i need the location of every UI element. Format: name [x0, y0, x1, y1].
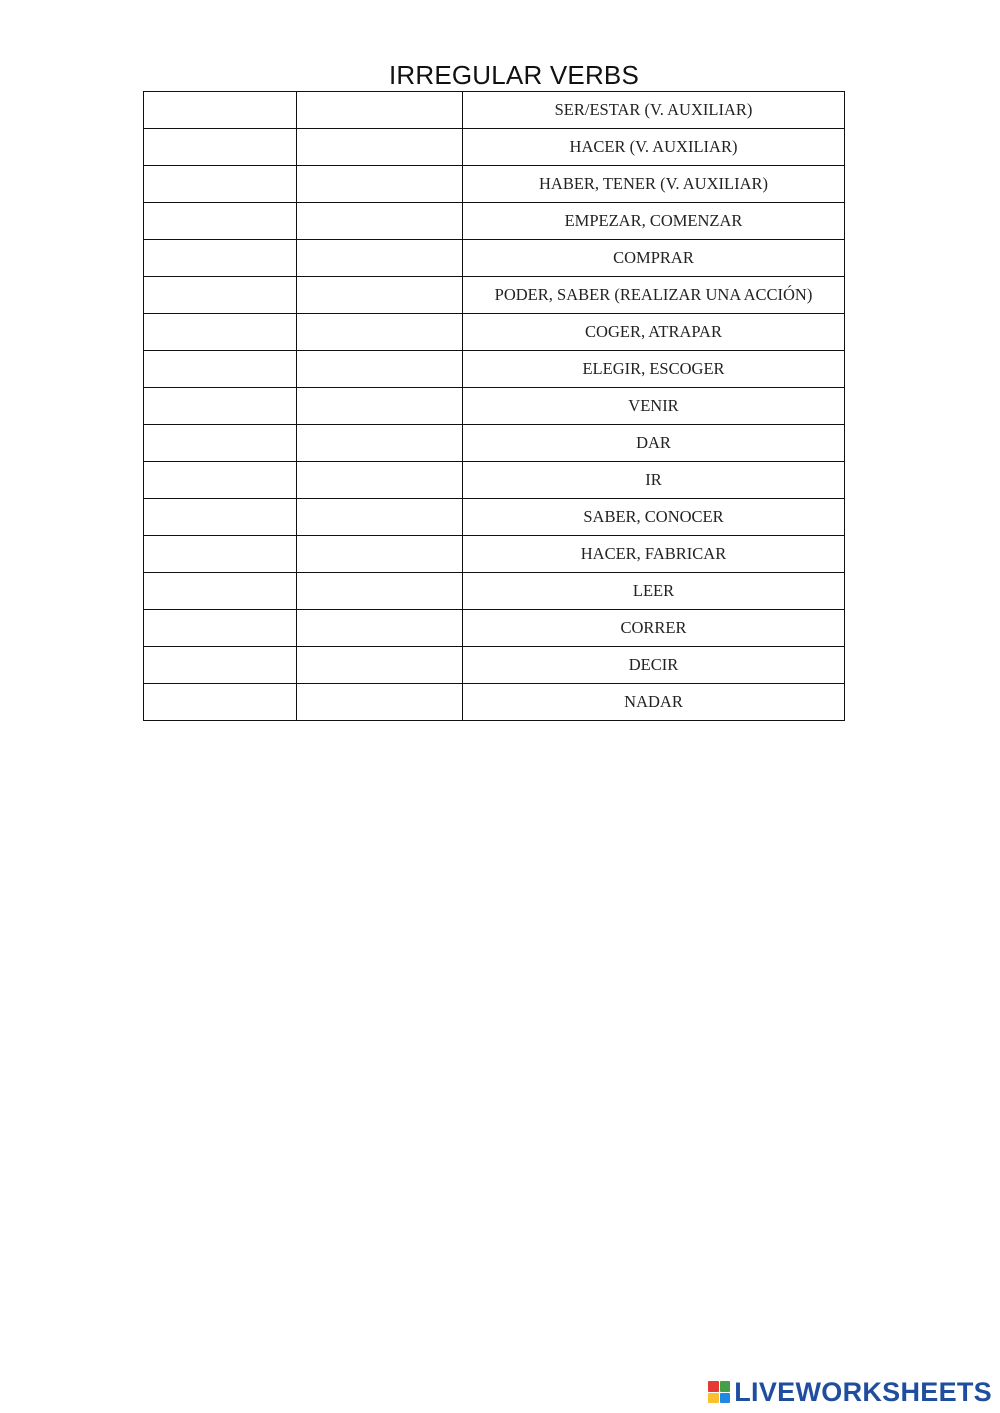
spanish-meaning-cell: SABER, CONOCER — [463, 499, 845, 536]
past-simple-answer-cell[interactable] — [297, 166, 463, 203]
infinitive-answer-input[interactable] — [144, 314, 296, 350]
infinitive-answer-cell[interactable] — [144, 166, 297, 203]
infinitive-answer-input[interactable] — [144, 388, 296, 424]
spanish-meaning-cell: COMPRAR — [463, 240, 845, 277]
infinitive-answer-cell[interactable] — [144, 314, 297, 351]
liveworksheets-logo-icon — [708, 1381, 730, 1403]
table-row — [144, 462, 845, 499]
table-row — [144, 610, 845, 647]
spanish-meaning-cell: IR — [463, 462, 845, 499]
table-row — [144, 203, 845, 240]
infinitive-answer-cell[interactable] — [144, 647, 297, 684]
table-row — [144, 499, 845, 536]
infinitive-answer-cell[interactable] — [144, 573, 297, 610]
past-simple-answer-input[interactable] — [297, 92, 462, 128]
past-simple-answer-input[interactable] — [297, 573, 462, 609]
table-row — [144, 536, 845, 573]
infinitive-answer-input[interactable] — [144, 647, 296, 683]
spanish-meaning-cell: PODER, SABER (REALIZAR UNA ACCIÓN) — [463, 277, 845, 314]
spanish-meaning-cell: NADAR — [463, 684, 845, 721]
infinitive-answer-input[interactable] — [144, 351, 296, 387]
table-row — [144, 351, 845, 388]
spanish-meaning-cell: HACER, FABRICAR — [463, 536, 845, 573]
infinitive-answer-cell[interactable] — [144, 610, 297, 647]
past-simple-answer-cell[interactable] — [297, 536, 463, 573]
past-simple-answer-cell[interactable] — [297, 610, 463, 647]
infinitive-answer-input[interactable] — [144, 499, 296, 535]
spanish-meaning-cell: VENIR — [463, 388, 845, 425]
table-row — [144, 314, 845, 351]
past-simple-answer-input[interactable] — [297, 462, 462, 498]
spanish-meaning-cell: CORRER — [463, 610, 845, 647]
table-row — [144, 277, 845, 314]
infinitive-answer-cell[interactable] — [144, 240, 297, 277]
infinitive-answer-cell[interactable] — [144, 388, 297, 425]
past-simple-answer-input[interactable] — [297, 166, 462, 202]
past-simple-answer-cell[interactable] — [297, 573, 463, 610]
past-simple-answer-input[interactable] — [297, 388, 462, 424]
worksheet-title: IRREGULAR VERBS — [388, 60, 640, 90]
past-simple-answer-cell[interactable] — [297, 314, 463, 351]
infinitive-answer-input[interactable] — [144, 203, 296, 239]
infinitive-answer-cell[interactable] — [144, 462, 297, 499]
logo-square-green — [720, 1381, 731, 1392]
past-simple-answer-input[interactable] — [297, 499, 462, 535]
logo-square-blue — [720, 1393, 731, 1404]
past-simple-answer-input[interactable] — [297, 129, 462, 165]
logo-text: LIVEWORKSHEETS — [734, 1377, 992, 1407]
past-simple-answer-cell[interactable] — [297, 351, 463, 388]
past-simple-answer-input[interactable] — [297, 351, 462, 387]
infinitive-answer-input[interactable] — [144, 425, 296, 461]
spanish-meaning-cell: LEER — [463, 573, 845, 610]
infinitive-answer-cell[interactable] — [144, 499, 297, 536]
spanish-meaning-cell: HACER (V. AUXILIAR) — [463, 129, 845, 166]
past-simple-answer-cell[interactable] — [297, 129, 463, 166]
table-row — [144, 166, 845, 203]
infinitive-answer-cell[interactable] — [144, 351, 297, 388]
past-simple-answer-input[interactable] — [297, 314, 462, 350]
infinitive-answer-input[interactable] — [144, 610, 296, 646]
infinitive-answer-input[interactable] — [144, 92, 296, 128]
infinitive-answer-cell[interactable] — [144, 536, 297, 573]
table-row — [144, 573, 845, 610]
past-simple-answer-input[interactable] — [297, 240, 462, 276]
spanish-meaning-cell: ELEGIR, ESCOGER — [463, 351, 845, 388]
table-row — [144, 92, 845, 129]
infinitive-answer-cell[interactable] — [144, 425, 297, 462]
infinitive-answer-input[interactable] — [144, 462, 296, 498]
infinitive-answer-input[interactable] — [144, 277, 296, 313]
infinitive-answer-input[interactable] — [144, 684, 296, 720]
past-simple-answer-cell[interactable] — [297, 499, 463, 536]
past-simple-answer-input[interactable] — [297, 425, 462, 461]
past-simple-answer-cell[interactable] — [297, 240, 463, 277]
spanish-meaning-cell: COGER, ATRAPAR — [463, 314, 845, 351]
past-simple-answer-cell[interactable] — [297, 684, 463, 721]
table-row — [144, 129, 845, 166]
table-row — [144, 425, 845, 462]
past-simple-answer-input[interactable] — [297, 647, 462, 683]
past-simple-answer-cell[interactable] — [297, 647, 463, 684]
past-simple-answer-cell[interactable] — [297, 92, 463, 129]
spanish-meaning-cell: DECIR — [463, 647, 845, 684]
verb-rows — [144, 92, 845, 721]
infinitive-answer-input[interactable] — [144, 573, 296, 609]
infinitive-answer-cell[interactable] — [144, 684, 297, 721]
spanish-meaning-cell: DAR — [463, 425, 845, 462]
table-row — [144, 684, 845, 721]
spanish-meaning-cell: HABER, TENER (V. AUXILIAR) — [463, 166, 845, 203]
infinitive-answer-input[interactable] — [144, 240, 296, 276]
liveworksheets-logo — [708, 1379, 992, 1405]
infinitive-answer-input[interactable] — [144, 536, 296, 572]
logo-square-red — [708, 1381, 719, 1392]
past-simple-answer-cell[interactable] — [297, 203, 463, 240]
past-simple-answer-input[interactable] — [297, 610, 462, 646]
infinitive-answer-cell[interactable] — [144, 277, 297, 314]
past-simple-answer-cell[interactable] — [297, 277, 463, 314]
past-simple-answer-cell[interactable] — [297, 425, 463, 462]
past-simple-answer-input[interactable] — [297, 536, 462, 572]
table-row — [144, 240, 845, 277]
past-simple-answer-input[interactable] — [297, 684, 462, 720]
table-row — [144, 388, 845, 425]
infinitive-answer-cell[interactable] — [144, 92, 297, 129]
past-simple-answer-cell[interactable] — [297, 462, 463, 499]
past-simple-answer-cell[interactable] — [297, 388, 463, 425]
irregular-verbs-table — [143, 91, 845, 721]
table-row — [144, 647, 845, 684]
spanish-meaning-cell: EMPEZAR, COMENZAR — [463, 203, 845, 240]
infinitive-answer-input[interactable] — [144, 166, 296, 202]
logo-square-yellow — [708, 1393, 719, 1404]
spanish-meaning-cell: SER/ESTAR (V. AUXILIAR) — [463, 92, 845, 129]
infinitive-answer-cell[interactable] — [144, 203, 297, 240]
past-simple-answer-input[interactable] — [297, 277, 462, 313]
infinitive-answer-cell[interactable] — [144, 129, 297, 166]
infinitive-answer-input[interactable] — [144, 129, 296, 165]
past-simple-answer-input[interactable] — [297, 203, 462, 239]
